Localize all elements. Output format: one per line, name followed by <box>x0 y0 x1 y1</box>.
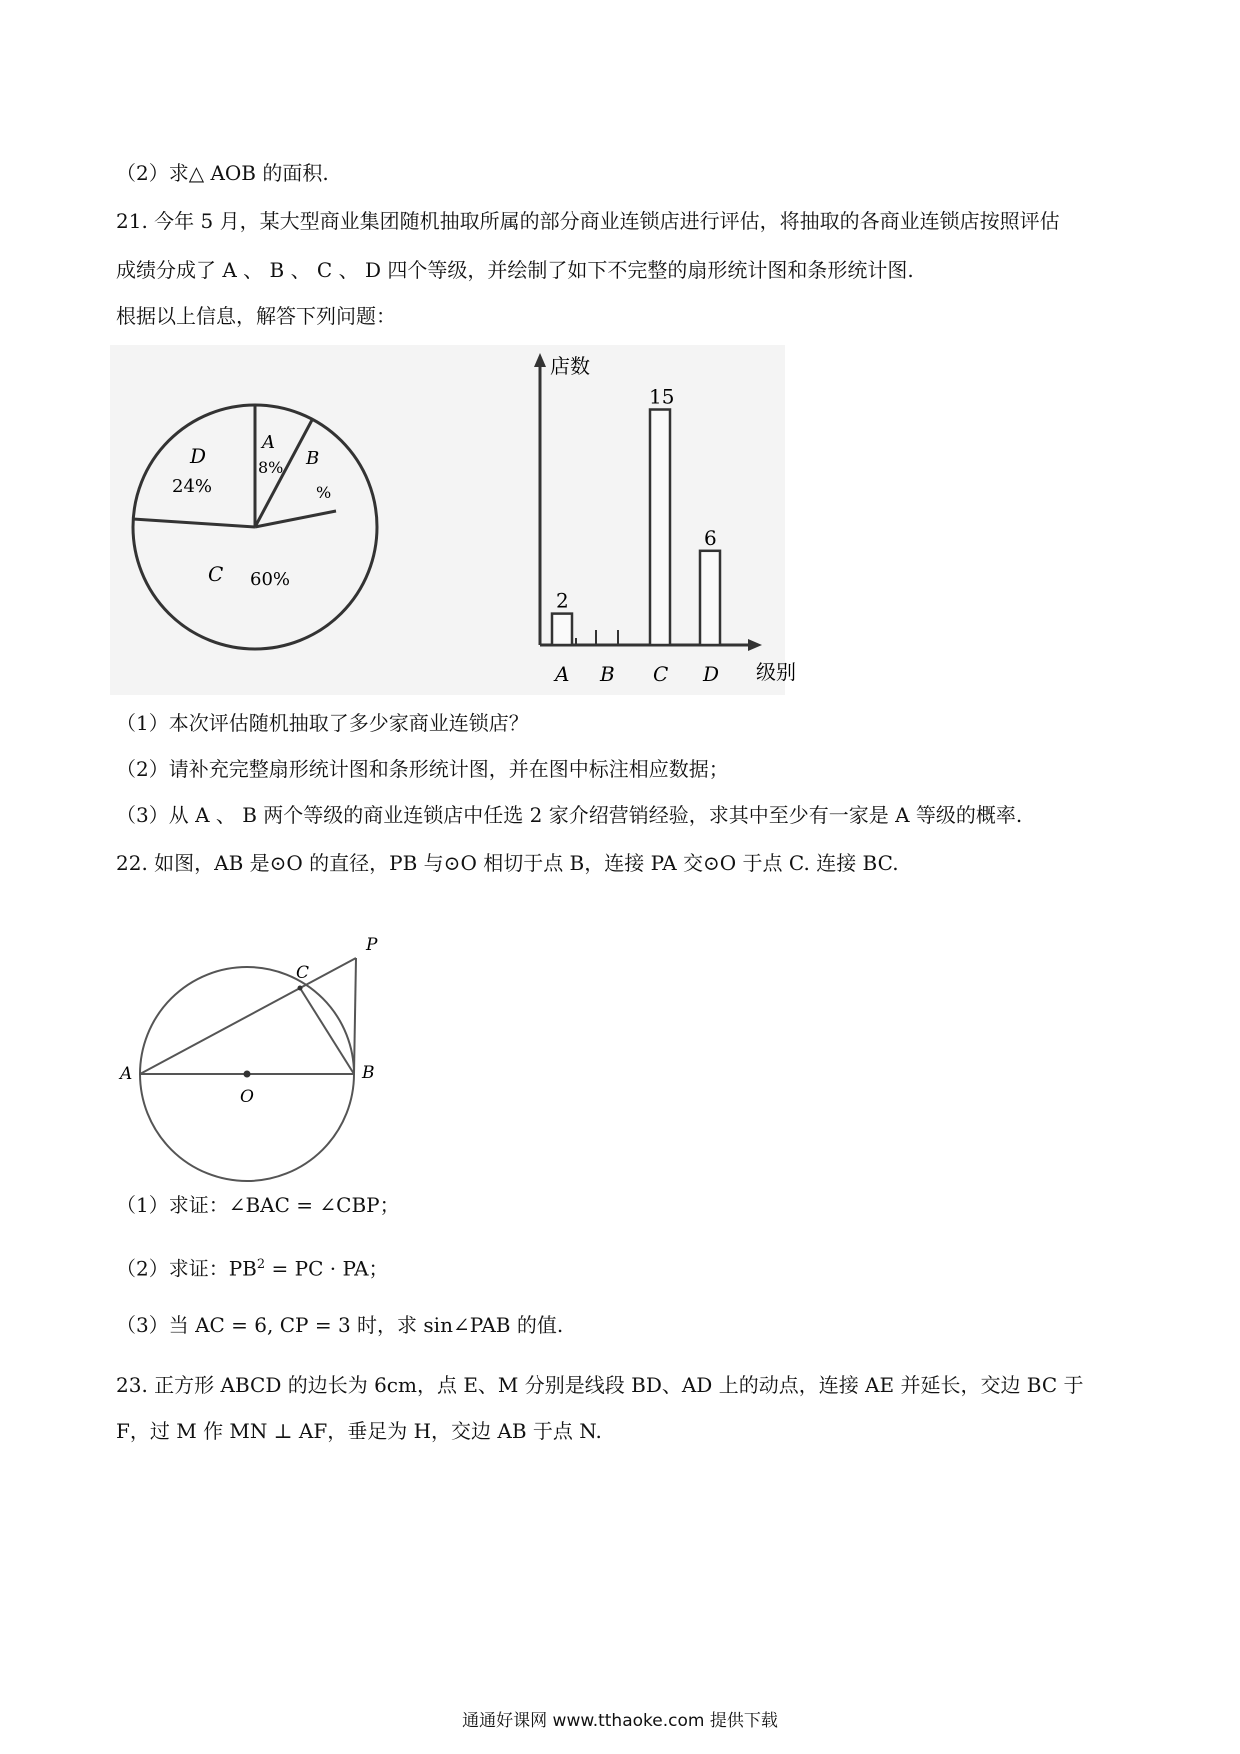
bar-value-label-a: 2 <box>556 588 569 613</box>
x-axis-label: 级别 <box>756 660 796 684</box>
y-axis-label: 店数 <box>550 354 590 378</box>
label-a: A <box>120 1064 133 1084</box>
q21-part2: （2）请补充完整扇形统计图和条形统计图，并在图中标注相应数据； <box>116 757 729 781</box>
circle-figure <box>110 920 400 1180</box>
bar-chart <box>500 345 796 695</box>
pie-label-a: A <box>262 432 275 453</box>
x-tick-label-a: A <box>555 662 570 686</box>
q23-line1: 23. 正方形 ABCD 的边长为 6cm，点 E、M 分别是线段 BD、AD 上的动点，连接 AE 并延长，交边 BC 于 <box>116 1373 1084 1397</box>
label-p: P <box>366 935 378 955</box>
x-tick-label-c: C <box>653 662 669 686</box>
pie-label-c: C <box>208 562 224 586</box>
pie-label-c-pct: 60% <box>250 569 291 590</box>
pie-label-b: B <box>306 448 320 469</box>
q21-part3: （3）从 A 、 B 两个等级的商业连锁店中任选 2 家介绍营销经验，求其中至少有一家是 A 等级的概率. <box>116 803 1023 827</box>
q22-part2-suffix: = PC · PA； <box>265 1256 389 1281</box>
bar-d <box>700 551 720 645</box>
bar-value-label-c: 15 <box>649 384 675 409</box>
pie-label-b-pct: % <box>316 483 332 502</box>
pie-label-d-pct: 24% <box>172 476 213 497</box>
q20-part2: （2）求△ AOB 的面积. <box>116 161 329 185</box>
pie-label-a-pct: 8% <box>258 458 284 477</box>
q22-part2-sup: 2 <box>256 1257 266 1272</box>
label-c: C <box>296 963 310 983</box>
center-point <box>244 1071 251 1078</box>
segment-ap <box>140 958 356 1074</box>
segment-pb <box>354 958 356 1074</box>
footer: 通通好课网 www.tthaoke.com 提供下载 <box>462 1711 778 1731</box>
q23-line2: F，过 M 作 MN ⊥ AF，垂足为 H，交边 AB 于点 N. <box>116 1419 602 1443</box>
x-tick-label-b: B <box>600 662 615 686</box>
q22-part2 <box>116 1252 389 1282</box>
q22-line1: 22. 如图，AB 是⊙O 的直径，PB 与⊙O 相切于点 B，连接 PA 交⊙O 于点 C. 连接 BC. <box>116 851 899 875</box>
q21-line3: 根据以上信息，解答下列问题： <box>116 304 396 328</box>
bar-value-label-d: 6 <box>704 525 717 550</box>
q22-part3: （3）当 AC = 6, CP = 3 时，求 sin∠PAB 的值. <box>116 1313 564 1337</box>
pie-label-d: D <box>190 444 207 468</box>
x-tick-label-d: D <box>703 662 720 686</box>
label-o: O <box>240 1087 254 1107</box>
point-c <box>298 986 303 991</box>
pie-chart <box>110 345 500 695</box>
label-b: B <box>362 1063 375 1083</box>
q21-line1: 21. 今年 5 月，某大型商业集团随机抽取所属的部分商业连锁店进行评估，将抽取的各商业连锁店按照评估 <box>116 209 1060 233</box>
q22-part1: （1）求证：∠BAC = ∠CBP； <box>116 1193 400 1217</box>
bar-a <box>552 614 572 645</box>
bar-c <box>650 410 670 646</box>
q21-line2: 成绩分成了 A 、 B 、 C 、 D 四个等级，并绘制了如下不完整的扇形统计图和条形统计图. <box>116 258 914 282</box>
q21-part1: （1）本次评估随机抽取了多少家商业连锁店？ <box>116 711 529 735</box>
q22-part2-prefix: （2）求证：PB <box>116 1256 257 1281</box>
